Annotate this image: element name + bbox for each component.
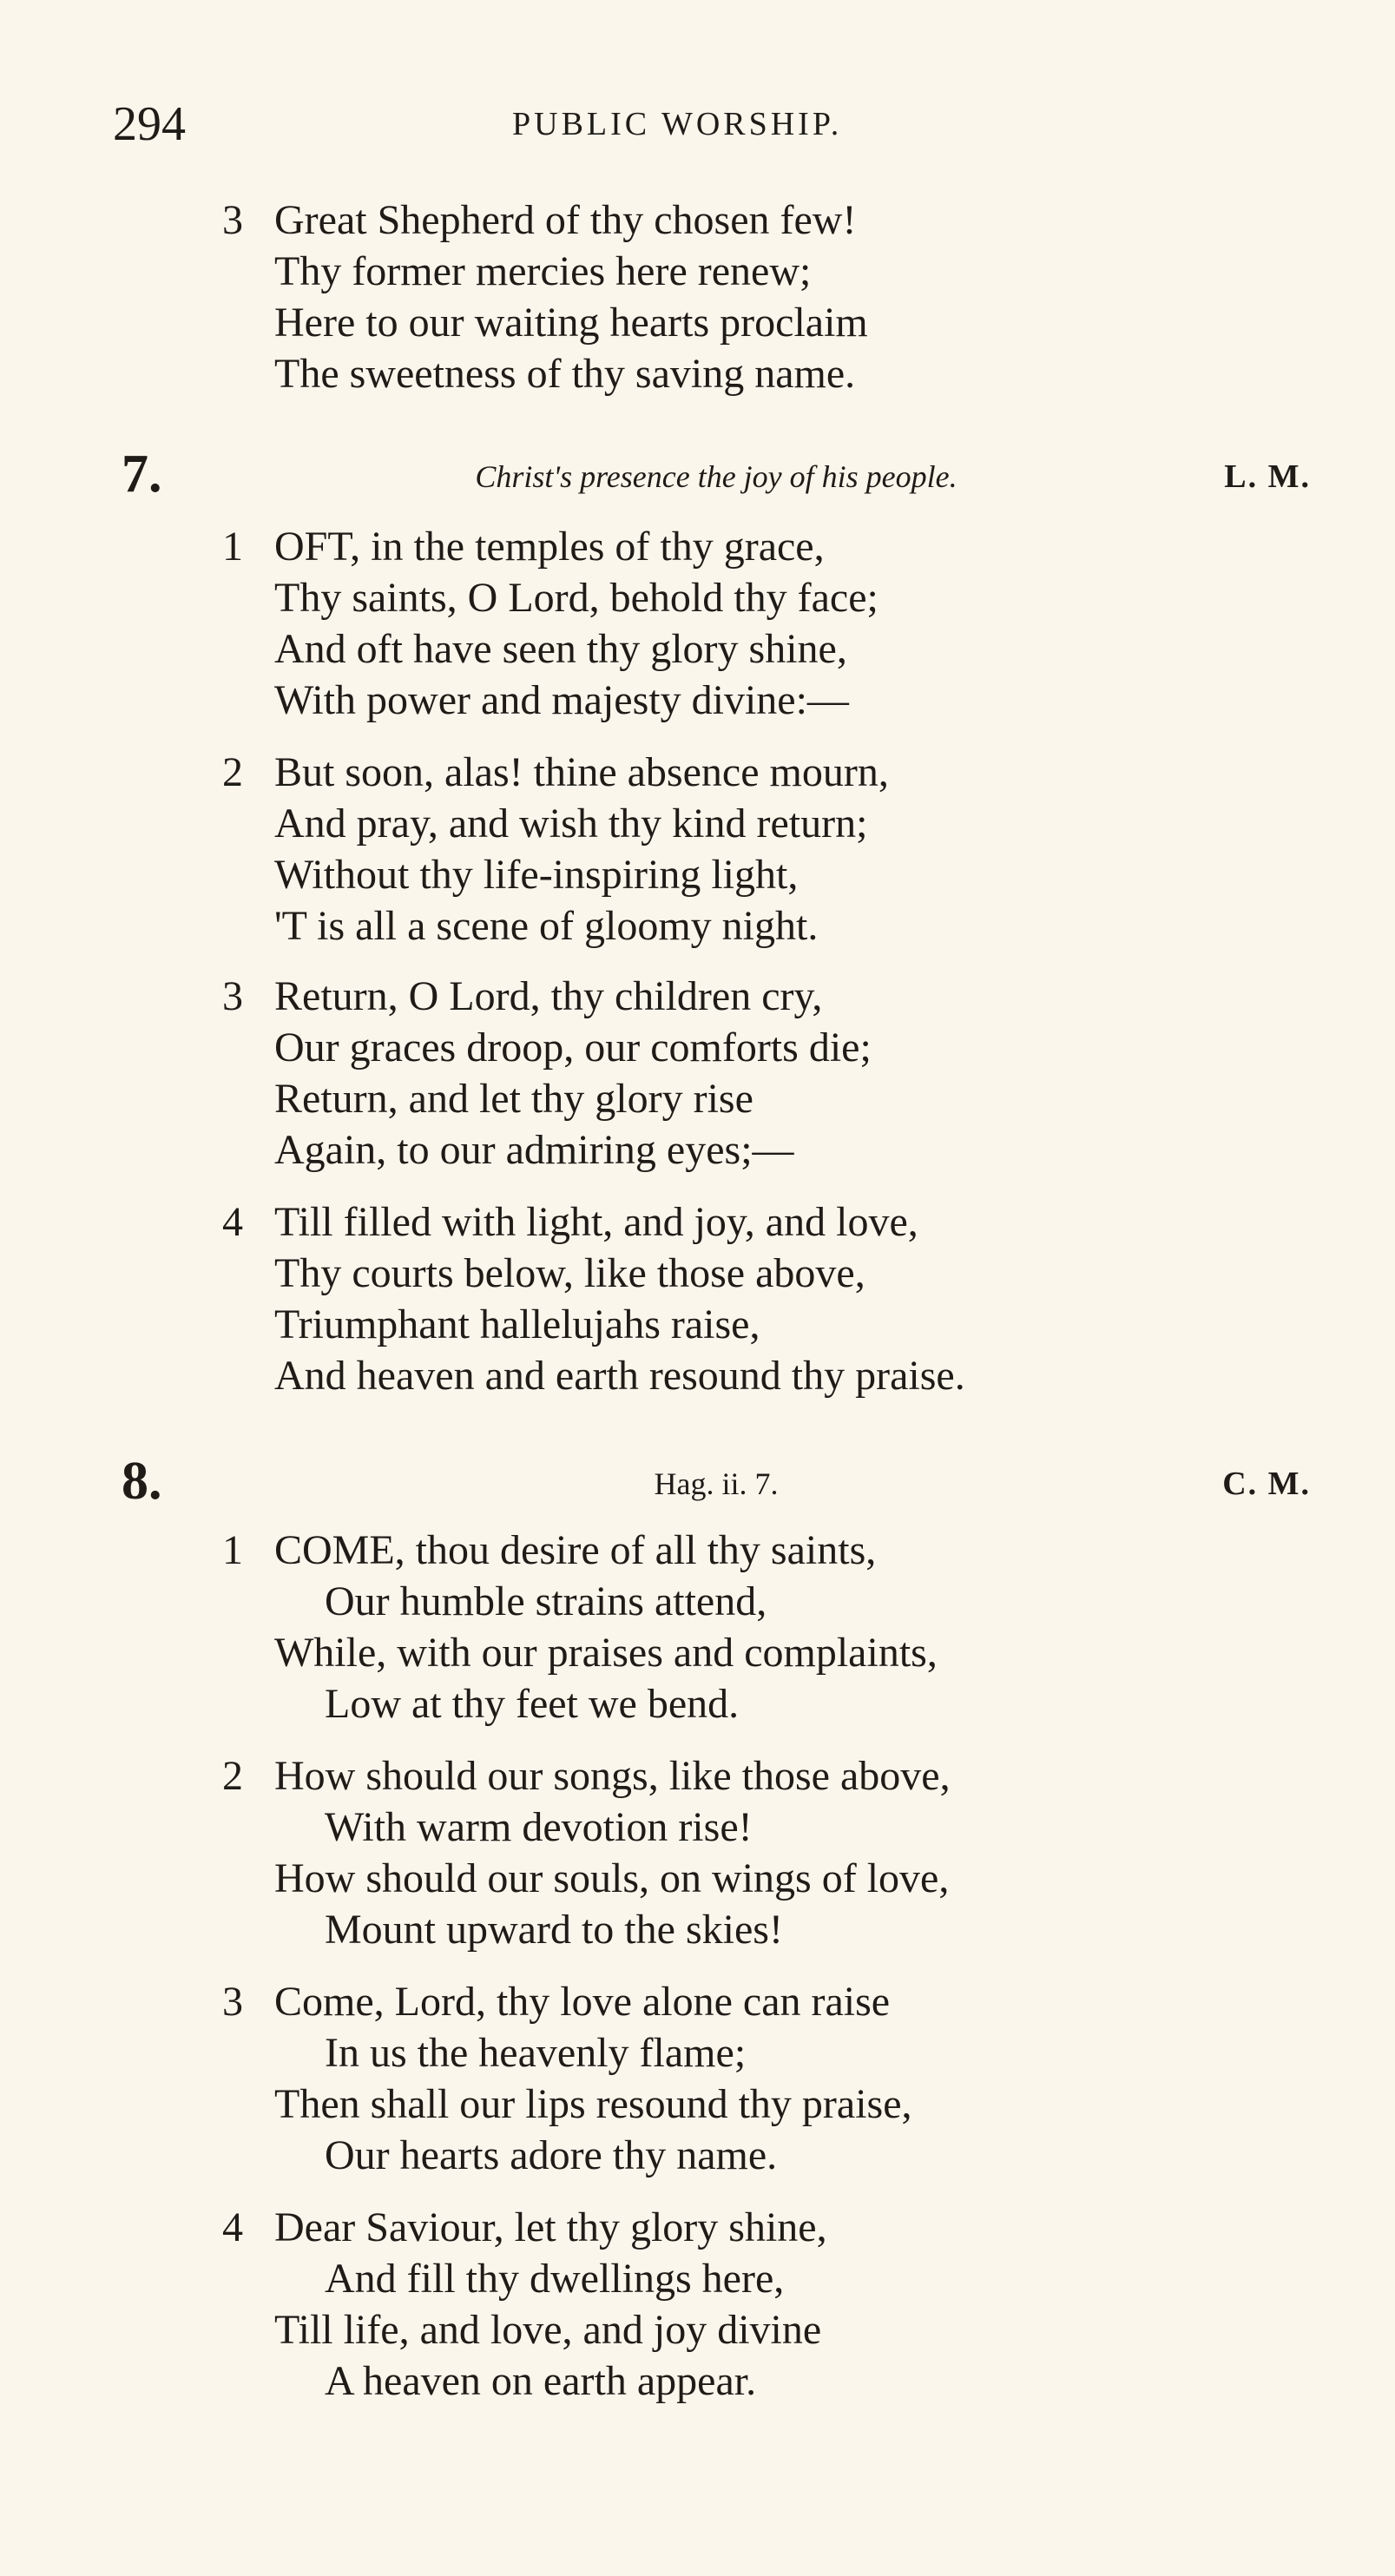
verse-line: Our humble strains attend,	[325, 1578, 767, 1624]
verse-lines	[274, 1976, 912, 2181]
verse-line: COME, thou desire of all thy saints,	[274, 1527, 877, 1573]
verse-line: With warm devotion rise!	[325, 1804, 753, 1850]
hymn-meter: C. M.	[1222, 1466, 1311, 1502]
verse-line: Thy courts below, like those above,	[274, 1250, 865, 1296]
verse-number: 2	[222, 1753, 243, 1799]
verse-line: Dear Saviour, let thy glory shine,	[274, 2204, 827, 2250]
hymn-number: 7.	[122, 445, 162, 504]
verse-line: Mount upward to the skies!	[325, 1907, 783, 1953]
verse-number: 4	[222, 1199, 243, 1245]
verse-line: Here to our waiting hearts proclaim	[274, 300, 868, 346]
verse-line: Triumphant hallelujahs raise,	[274, 1301, 760, 1347]
page-header	[113, 94, 1328, 155]
verse-lines	[274, 194, 868, 399]
verse-line: Then shall our lips resound thy praise,	[274, 2081, 912, 2127]
verse-line: How should our songs, like those above,	[274, 1753, 951, 1799]
verse-line: Return, and let thy glory rise	[274, 1076, 753, 1122]
verse-line: How should our souls, on wings of love,	[274, 1855, 950, 1901]
verse-line: Without thy life-inspiring light,	[274, 852, 799, 898]
verse-line: But soon, alas! thine absence mourn,	[274, 749, 889, 795]
verse-line: 'T is all a scene of gloomy night.	[274, 903, 819, 949]
verse-line: And pray, and wish thy kind return;	[274, 800, 868, 847]
verse-line: Low at thy feet we bend.	[325, 1681, 740, 1727]
verse-line: A heaven on earth appear.	[325, 2358, 757, 2404]
verse-line: Great Shepherd of thy chosen few!	[274, 197, 857, 243]
verse-line: Thy saints, O Lord, behold thy face;	[274, 575, 878, 621]
verse-line: And fill thy dwellings here,	[325, 2256, 785, 2302]
verse-line: And heaven and earth resound thy praise.	[274, 1353, 965, 1399]
verse-line: Thy former mercies here renew;	[274, 248, 812, 294]
verse-line: Till life, and love, and joy divine	[274, 2307, 822, 2353]
verse-line: While, with our praises and complaints,	[274, 1630, 938, 1676]
verse-line: OFT, in the temples of thy grace,	[274, 524, 825, 570]
hymn-title: Hag. ii. 7.	[654, 1466, 779, 1501]
verse-line: With power and majesty divine:—	[274, 677, 849, 723]
hymn-8-heading	[122, 1452, 1311, 1511]
verse-lines	[274, 1525, 938, 1729]
verse-lines	[274, 971, 872, 1176]
verse-lines	[274, 2202, 827, 2407]
verse-lines	[274, 521, 878, 726]
verse-lines	[274, 747, 889, 952]
verse-number: 2	[222, 749, 243, 795]
verse-line: The sweetness of thy saving name.	[274, 351, 856, 397]
verse-line: Our hearts adore thy name.	[325, 2132, 778, 2178]
verse-line: Again, to our admiring eyes;—	[274, 1127, 794, 1173]
verse-number: 4	[222, 2204, 243, 2250]
hymn-7-heading	[122, 445, 1311, 504]
page-number: 294	[113, 97, 186, 151]
running-head: PUBLIC WORSHIP.	[512, 106, 843, 142]
verse-number: 3	[222, 973, 243, 1019]
verse-number: 1	[222, 1527, 243, 1573]
verse-number: 3	[222, 197, 243, 243]
verse-line: Our graces droop, our comforts die;	[274, 1024, 872, 1071]
verse-line: And oft have seen thy glory shine,	[274, 626, 847, 672]
verse-line: Come, Lord, thy love alone can raise	[274, 1979, 891, 2025]
verse-lines	[274, 1196, 965, 1401]
verse-number: 3	[222, 1979, 243, 2025]
verse-lines	[274, 1750, 951, 1955]
verse-line: Till filled with light, and joy, and love,	[274, 1199, 918, 1245]
verse-line: In us the heavenly flame;	[325, 2030, 747, 2076]
verse-line: Return, O Lord, thy children cry,	[274, 973, 823, 1019]
hymn-title: Christ's presence the joy of his people.	[475, 459, 957, 494]
verse-number: 1	[222, 524, 243, 570]
hymn-number: 8.	[122, 1452, 162, 1511]
hymn-meter: L. M.	[1224, 458, 1311, 495]
